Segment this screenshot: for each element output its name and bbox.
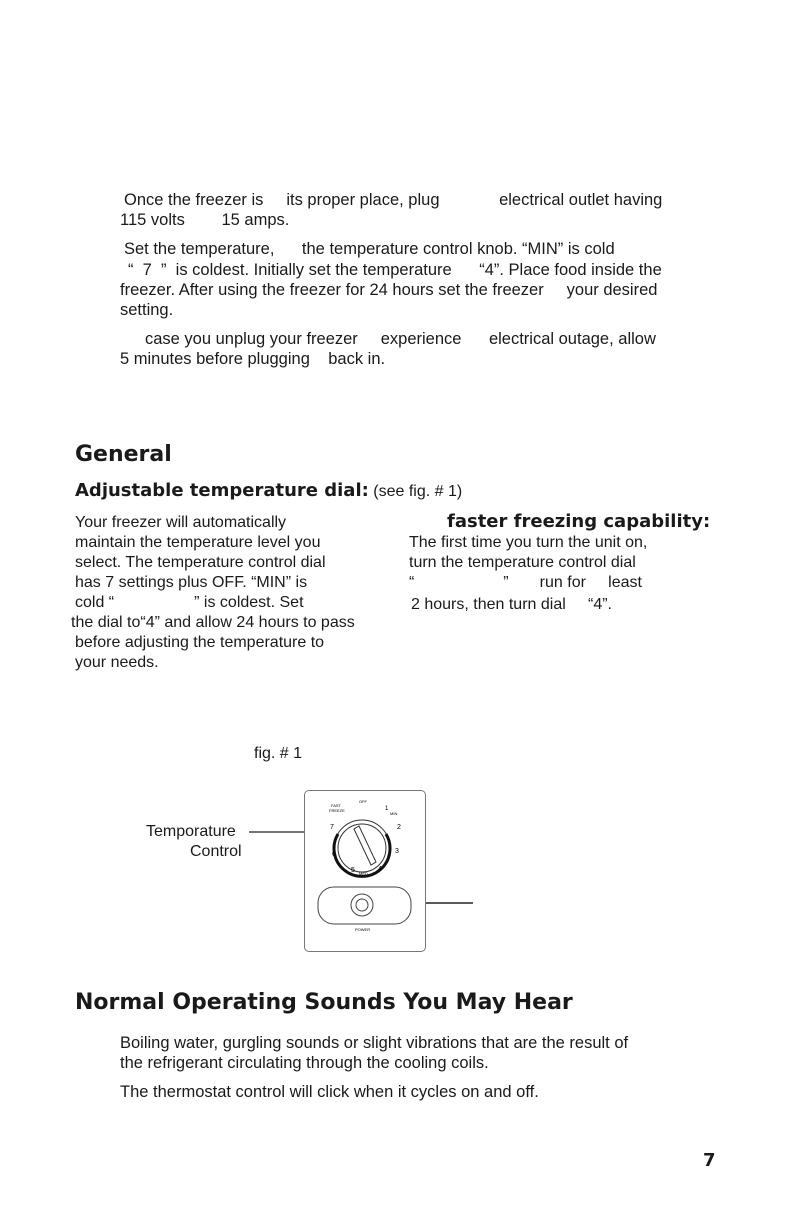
setup-p2-line4: setting.	[120, 301, 174, 319]
dial-label-med: MED	[359, 871, 368, 876]
general-left-line7: before adjusting the temperature to	[75, 634, 325, 651]
general-left-line4: has 7 settings plus OFF. “MIN” is	[75, 574, 308, 591]
dial-label-3: 3	[395, 848, 399, 855]
sounds-heading: Normal Operating Sounds You May Hear	[75, 990, 573, 1015]
sounds-p1-line1: Boiling water, gurgling sounds or slight vibrations that are the result of	[120, 1034, 629, 1052]
general-left-line8: your needs.	[75, 654, 159, 671]
setup-p2-line3: freezer. After using the freezer for 24 hours set the freezer your desired	[120, 281, 658, 299]
dial-heading: Adjustable temperature dial:	[75, 480, 369, 501]
dial-label-1: 1	[385, 806, 389, 812]
setup-p2-line2: “ 7 ” is coldest. Initially set the temperature “4”. Place food inside the	[128, 261, 662, 279]
control-panel-drawing	[305, 791, 425, 951]
general-left-line3: select. The temperature control dial	[75, 554, 326, 571]
dial-label-6: 6	[332, 851, 336, 858]
dial-label-fast: FAST	[331, 803, 342, 808]
sounds-p2: The thermostat control will click when it cycles on and off.	[120, 1083, 539, 1101]
power-label: POWER	[355, 927, 371, 932]
setup-p3-line1: case you unplug your freezer experience electrical outage, allow	[145, 330, 656, 348]
general-left-line1: Your freezer will automatically	[75, 514, 287, 531]
setup-p2-line1: Set the temperature, the temperature control knob. “MIN” is cold	[124, 240, 615, 258]
general-right-line3: “ ” run for least	[409, 574, 642, 591]
general-right-line4: 2 hours, then turn dial “4”.	[411, 596, 612, 613]
dial-label-freeze: FREEZE	[329, 808, 345, 813]
callout-label-line1: Temporature	[146, 823, 236, 840]
general-left-line2: maintain the temperature level you	[75, 534, 321, 551]
setup-p1-line2: 115 volts 15 amps.	[120, 211, 290, 229]
sounds-p1-line2: the refrigerant circulating through the cooling coils.	[120, 1054, 489, 1072]
general-left-line5: cold “ ” is coldest. Set	[75, 594, 304, 611]
dial-label-4: 4	[378, 866, 382, 873]
dial-label-7: 7	[330, 824, 334, 831]
general-left-line6: the dial to“4” and allow 24 hours to pass	[71, 614, 355, 631]
dial-label-2: 2	[397, 824, 401, 831]
dial-see-reference: (see fig. # 1)	[373, 483, 463, 500]
dial-label-off: OFF	[359, 799, 367, 804]
page-number: 7	[703, 1150, 716, 1171]
general-right-line2: turn the temperature control dial	[409, 554, 636, 571]
dial-label-5: 5	[351, 867, 355, 874]
dial-label-min: MIN	[390, 811, 398, 816]
control-panel-figure	[304, 790, 426, 952]
setup-p3-line2: 5 minutes before plugging back in.	[120, 350, 386, 368]
general-heading: General	[75, 442, 172, 467]
general-right-line1: The first time you turn the unit on,	[409, 534, 648, 551]
setup-p1-line1: Once the freezer is its proper place, plug electrical outlet having	[124, 191, 663, 209]
figure-caption: fig. # 1	[254, 745, 303, 762]
fast-freeze-heading: faster freezing capability:	[447, 511, 711, 532]
power-button-center	[356, 899, 368, 911]
callout-label-line2: Control	[190, 843, 242, 860]
